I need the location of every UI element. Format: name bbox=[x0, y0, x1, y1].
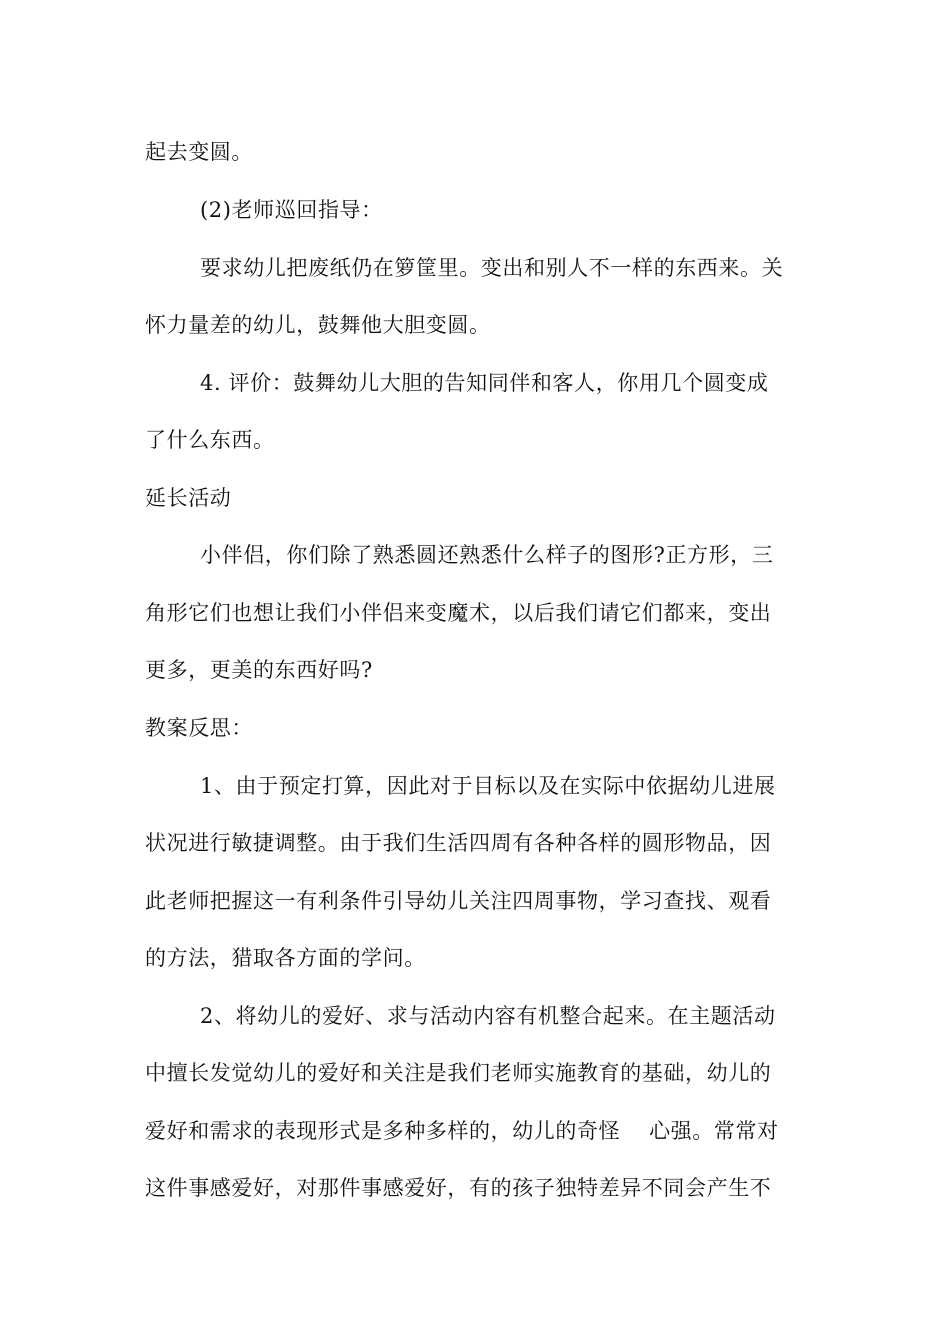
text-line: 要求幼儿把废纸仍在箩筐里。变出和别人不一样的东西来。关 bbox=[200, 256, 784, 280]
text-line: 的方法，猎取各方面的学问。 bbox=[145, 946, 426, 970]
text-line: 起去变圆。 bbox=[145, 140, 253, 164]
section-heading: 延长活动 bbox=[145, 486, 232, 510]
text-line: 此老师把握这一有利条件引导幼儿关注四周事物，学习查找、观看 bbox=[145, 889, 772, 913]
text-line: 2、将幼儿的爱好、求与活动内容有机整合起来。在主题活动 bbox=[200, 1004, 776, 1028]
text-line: 中擅长发觉幼儿的爱好和关注是我们老师实施教育的基础，幼儿的 bbox=[145, 1061, 772, 1085]
text-line: 角形它们也想让我们小伴侣来变魔术，以后我们请它们都来，变出 bbox=[145, 601, 772, 625]
text-line: 小伴侣，你们除了熟悉圆还熟悉什么样子的图形?正方形，三 bbox=[200, 543, 774, 567]
text-line: 更多，更美的东西好吗? bbox=[145, 658, 373, 682]
text-line: 了什么东西。 bbox=[145, 428, 275, 452]
text-line: (2)老师巡回指导： bbox=[200, 198, 383, 222]
text-line: 4. 评价：鼓舞幼儿大胆的告知同伴和客人，你用几个圆变成 bbox=[200, 371, 769, 395]
text-line: 状况进行敏捷调整。由于我们生活四周有各种各样的圆形物品，因 bbox=[145, 831, 772, 855]
text-line: 怀力量差的幼儿，鼓舞他大胆变圆。 bbox=[145, 313, 491, 337]
section-heading: 教案反思： bbox=[145, 716, 253, 740]
text-line: 1、由于预定打算，因此对于目标以及在实际中依据幼儿进展 bbox=[200, 774, 776, 798]
text-line: 爱好和需求的表现形式是多种多样的，幼儿的奇怪 心强。常常对 bbox=[145, 1119, 779, 1143]
text-line: 这件事感爱好，对那件事感爱好，有的孩子独特差异不同会产生不 bbox=[145, 1176, 772, 1200]
